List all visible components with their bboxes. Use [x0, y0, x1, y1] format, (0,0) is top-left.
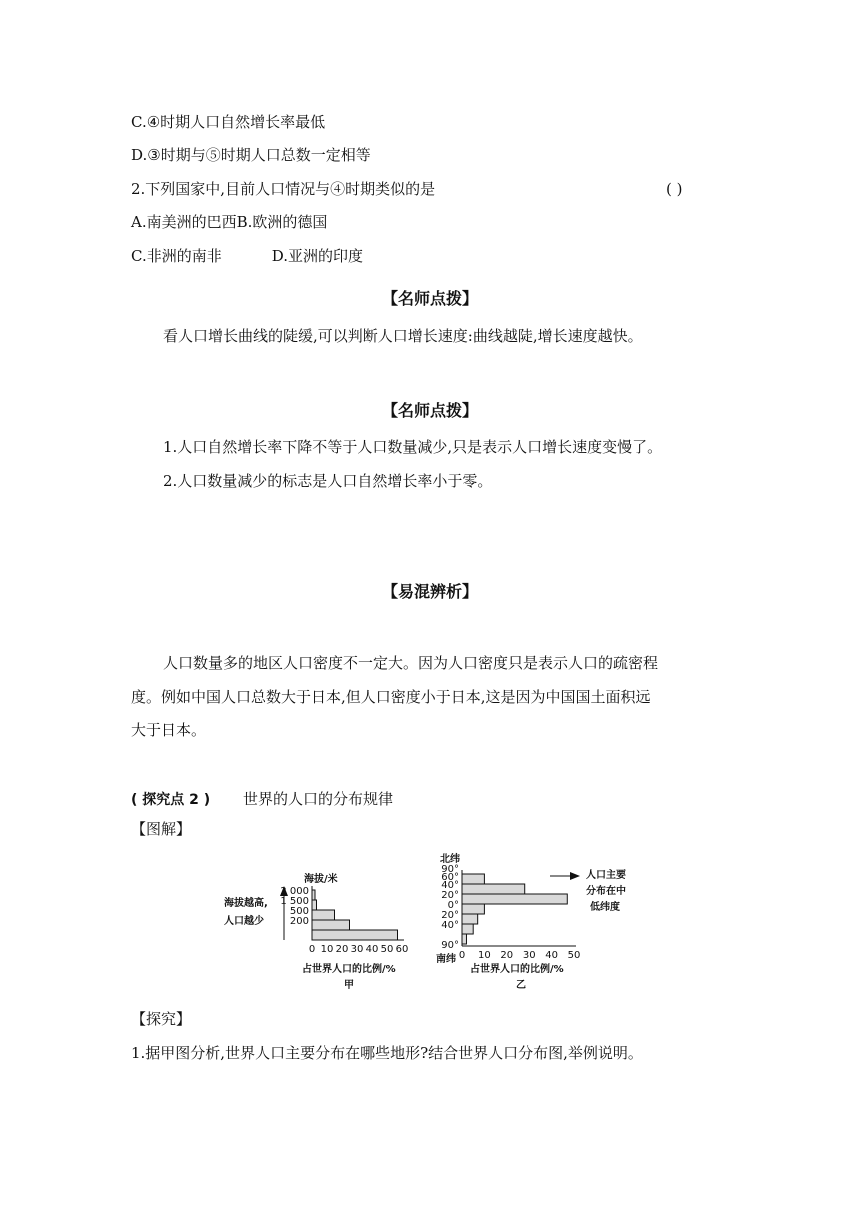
- latitude-x-tick-label: 0: [458, 950, 466, 961]
- latitude-top-label: 北纬: [440, 854, 460, 865]
- tip1-heading: 【名师点拨】: [381, 289, 478, 308]
- chart-altitude: [224, 872, 408, 991]
- altitude-ylabel: 海拔/米: [304, 874, 338, 885]
- altitude-panel-label: 甲: [344, 980, 354, 991]
- tip2-heading: 【名师点拨】: [381, 401, 478, 420]
- q1-option-c: C.④时期人口自然增长率最低: [131, 113, 326, 131]
- latitude-x-tick-label: 10: [478, 950, 491, 961]
- q2-options-cd: [131, 245, 363, 267]
- latitude-tick-label: 0°: [447, 900, 459, 911]
- latitude-tick-label: 20°: [441, 890, 459, 901]
- confusion-heading: 【易混辨析】: [381, 582, 478, 601]
- confusion-line1: 人口数量多的地区人口密度不一定大。因为人口密度只是表示人口的疏密程: [163, 654, 659, 672]
- altitude-tick-label: 1 500: [280, 896, 309, 907]
- altitude-x-tick-label: 0: [308, 944, 316, 955]
- population-charts: [200, 840, 660, 1000]
- altitude-note-1: 海拔越高,: [224, 898, 268, 909]
- q2-option-d: D.亚洲的印度: [271, 247, 363, 265]
- q1-option-d: D.③时期与⑤时期人口总数一定相等: [131, 146, 371, 164]
- chart-latitude: [436, 852, 626, 991]
- explore-point-header: [131, 788, 393, 811]
- altitude-tick-label: 500: [289, 906, 309, 917]
- latitude-bar: [462, 924, 473, 934]
- q2-option-c: C.非洲的南非: [131, 247, 222, 265]
- explore-question-1: 1.据甲图分析,世界人口主要分布在哪些地形?结合世界人口分布图,举例说明。: [131, 1044, 643, 1062]
- altitude-bar: [312, 900, 317, 910]
- q2-option-a: A.南美洲的巴西: [131, 213, 237, 231]
- explore-point-title: 世界的人口的分布规律: [242, 790, 393, 808]
- latitude-bar: [462, 914, 478, 924]
- altitude-bar: [312, 930, 398, 940]
- altitude-x-tick-label: 60: [395, 944, 409, 955]
- altitude-tick-label: 2 000: [280, 886, 309, 897]
- latitude-tick-label: 90°: [441, 864, 459, 875]
- annotation-line-3: 低纬度: [590, 902, 620, 913]
- q2-option-b: B.欧洲的德国: [236, 213, 328, 231]
- latitude-x-tick-label: 20: [500, 950, 514, 961]
- tip2-line1: 1.人口自然增长率下降不等于人口数量减少,只是表示人口增长速度变慢了。: [163, 438, 663, 456]
- latitude-bottom-label: 南纬: [436, 954, 456, 965]
- annotation-line-1: 人口主要: [586, 870, 626, 881]
- latitude-x-tick-label: 50: [567, 950, 581, 961]
- diagram-label: 【图解】: [131, 820, 192, 838]
- tip2-line2: 2.人口数量减少的标志是人口自然增长率小于零。: [163, 472, 493, 490]
- altitude-x-tick-label: 20: [335, 944, 349, 955]
- altitude-tick-label: 200: [289, 916, 309, 927]
- latitude-xlabel: 占世界人口的比例/%: [470, 964, 564, 975]
- latitude-bar: [462, 884, 525, 894]
- latitude-tick-label: 40°: [441, 880, 459, 891]
- altitude-bar: [312, 910, 335, 920]
- confusion-line2: 度。例如中国人口总数大于日本,但人口密度小于日本,这是因为中国国土面积远: [131, 688, 651, 706]
- latitude-tick-label: 60°: [441, 872, 459, 883]
- altitude-xlabel: 占世界人口的比例/%: [302, 964, 396, 975]
- explore-point-label: ( 探究点 2 ): [131, 792, 211, 808]
- explore-label: 【探究】: [131, 1010, 192, 1028]
- latitude-x-tick-label: 30: [522, 950, 536, 961]
- latitude-bar: [462, 904, 484, 914]
- annotation-line-2: 分布在中: [586, 886, 626, 897]
- q2-options-ab: [131, 211, 327, 233]
- latitude-bar: [462, 934, 466, 944]
- latitude-bar: [462, 894, 567, 904]
- latitude-panel-label: 乙: [516, 980, 526, 991]
- latitude-x-tick-label: 40: [545, 950, 558, 961]
- altitude-note-2: 人口越少: [224, 916, 264, 927]
- altitude-x-tick-label: 50: [380, 944, 394, 955]
- altitude-x-tick-label: 40: [365, 944, 379, 955]
- altitude-bar: [312, 920, 350, 930]
- tip1-text: 看人口增长曲线的陡缓,可以判断人口增长速度:曲线越陡,增长速度越快。: [163, 327, 643, 345]
- latitude-tick-label: 40°: [441, 920, 459, 931]
- latitude-tick-label: 90°: [441, 940, 459, 951]
- altitude-x-tick-label: 30: [350, 944, 364, 955]
- altitude-x-tick-label: 10: [320, 944, 334, 955]
- latitude-bar: [462, 874, 484, 884]
- q2-answer-bracket: ( ): [666, 180, 683, 198]
- confusion-line3: 大于日本。: [131, 721, 207, 739]
- q2-stem: 2.下列国家中,目前人口情况与④时期类似的是: [131, 180, 436, 198]
- annotation-arrow-head: [570, 872, 580, 880]
- latitude-tick-label: 20°: [441, 910, 459, 921]
